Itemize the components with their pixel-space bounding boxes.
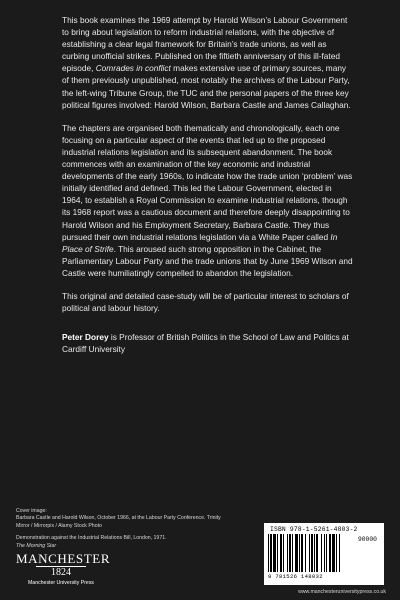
blurb-text: The chapters are organised both thematically and chronologically, each one focusing on a particular aspect of the events that led up to the proposed industrial relations legislation and its subsequent abandonment. The book commences with an examination of the key economic and industrial developments of the early 1960s, to indicate how the trade union ‘problem’ was initially identified and defined. This led the Labour Government, elected in 1964, to establish a Royal Commission to examine industrial relations, though its 1968 report was a cautious document and therefore deeply disappointing to Harold Wilson and his Employment Secretary, Barbara Castle. They thus pursued their own industrial relations legislation via a White Paper called <box>62 122 353 242</box>
publisher-logo-year: 1824 <box>36 566 86 578</box>
credit-block-1 <box>16 508 226 530</box>
credit-text: Barbara Castle and Harold Wilson, October 1966, at the Labour Party Conference. Trinity Mirror / Mirrorpix / Alamy Stock Photo <box>16 515 221 529</box>
barcode-digits: 9 781526 148032 <box>268 573 323 580</box>
credit-heading: Cover image: <box>16 508 47 514</box>
credit-block-2 <box>16 535 226 550</box>
publisher-name: Manchester University Press <box>27 580 95 586</box>
blurb-text: . This aroused such strong opposition in the Cabinet, the Parliamentary Labour Party and the trade unions that by June 1969 Wilson and Castle were humiliatingly compelled to abandon the legislation. <box>62 243 353 278</box>
isbn-barcode <box>264 523 384 585</box>
book-title-italic: Comrades in conflict <box>95 63 171 74</box>
author-bio-text: is Professor of British Politics in the School of Law and Politics at Cardiff University <box>62 332 349 355</box>
publisher-website: www.manchesteruniversitypress.co.uk <box>298 589 386 595</box>
publisher-logo-name: MANCHESTER <box>16 551 111 566</box>
publisher-logo <box>16 551 111 587</box>
blurb-paragraph-2 <box>62 122 354 279</box>
blurb-text: This book examines the 1969 attempt by Harold Wilson’s Labour Government to bring about legislation to reform industrial relations, with the objective of establishing a clear legal framework for Britain’s trade unions, as well as curbing unofficial strikes. Published on the fiftieth anniversary of this ill-fated episode, <box>62 15 348 74</box>
author-name: Peter Dorey <box>62 332 109 343</box>
blurb-text: makes extensive use of primary sources, many of them previously unpublished, most notably the archives of the Labour Party, the left-wing Tribune Group, the TUC and the personal papers of the three key political figures involved: Harold Wilson, Barbara Castle and James Callaghan. <box>62 63 351 110</box>
author-bio <box>62 331 354 355</box>
barcode-bars-icon <box>268 534 354 574</box>
credit-text: Demonstration against the Industrial Relations Bill, London, 1971. <box>16 535 167 542</box>
price-code: 90000 <box>358 536 377 543</box>
blurb-paragraph-1 <box>62 14 354 111</box>
white-paper-title-italic: In Place of Strife <box>62 231 338 254</box>
cover-image-credits <box>16 508 226 555</box>
isbn-text: ISBN 978-1-5261-4803-2 <box>270 526 358 533</box>
back-cover-blurb <box>62 14 354 366</box>
credit-source: The Morning Star <box>16 542 57 549</box>
blurb-paragraph-3: This original and detailed case-study will be of particular interest to scholars of political and labour history. <box>62 290 349 314</box>
